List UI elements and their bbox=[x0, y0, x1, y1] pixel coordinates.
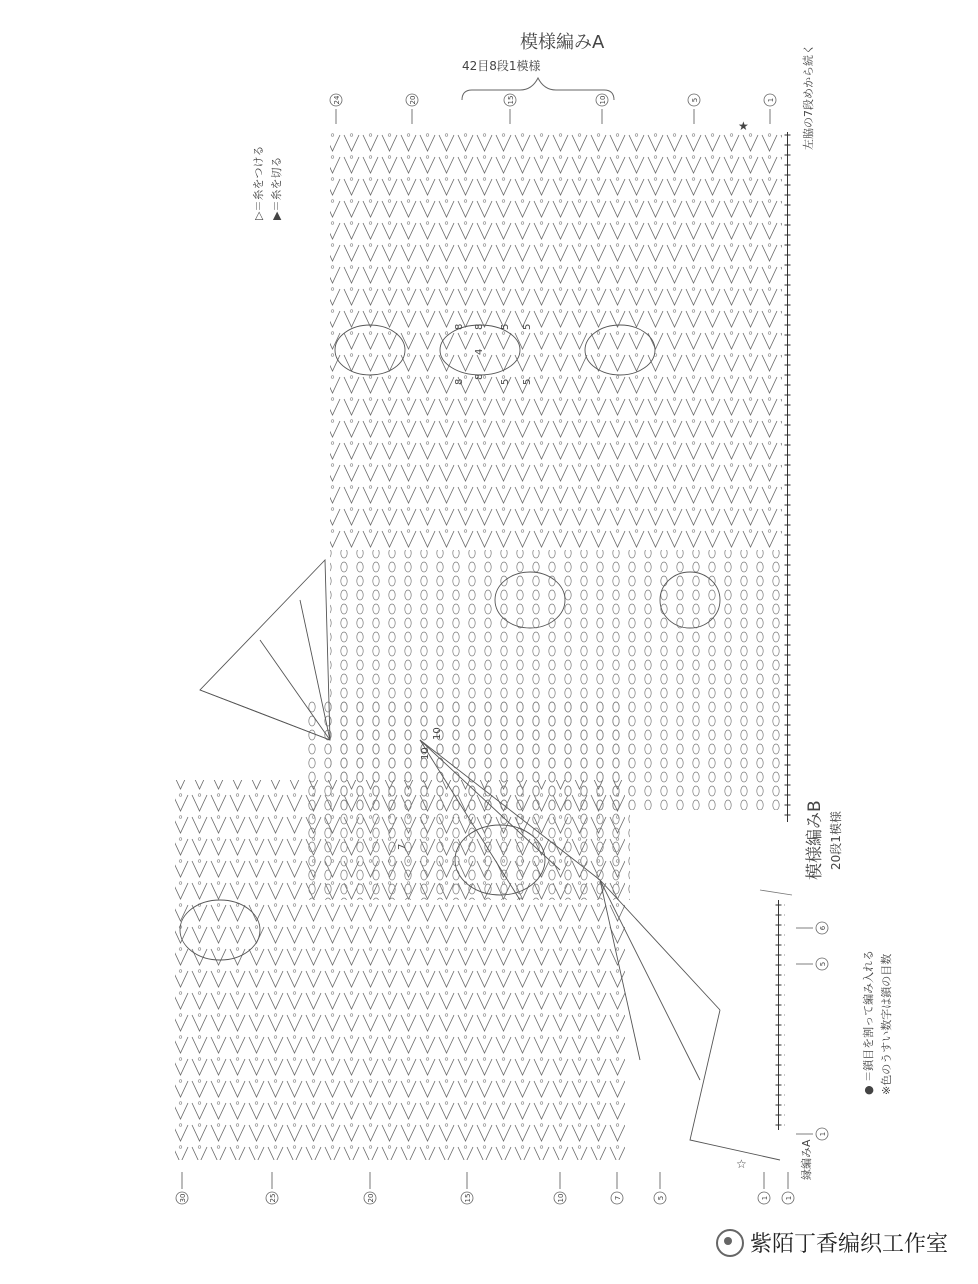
pattern-a-title: 模様編みA bbox=[520, 32, 605, 53]
right-row-markers bbox=[796, 922, 828, 1140]
chain-count-label: 5 bbox=[522, 323, 533, 330]
star-marker-outline: ☆ bbox=[736, 1157, 747, 1171]
bottom-row-marker bbox=[364, 1172, 376, 1204]
svg-text:24: 24 bbox=[333, 95, 341, 105]
svg-text:1: 1 bbox=[819, 1131, 827, 1137]
svg-text:30: 30 bbox=[179, 1193, 187, 1203]
top-row-marker bbox=[764, 94, 776, 124]
watermark-logo-icon bbox=[716, 1229, 744, 1257]
top-row-marker bbox=[406, 94, 418, 124]
pattern-a-repeat: 42目8段1模様 bbox=[462, 59, 541, 73]
watermark bbox=[716, 1227, 948, 1258]
foundation-edge-lower bbox=[775, 900, 785, 1130]
chain-count-label: 8 bbox=[454, 323, 465, 330]
svg-text:5: 5 bbox=[691, 97, 699, 103]
legend-split-note: ● ＝鎖目を割って編み入れる bbox=[862, 949, 875, 1095]
svg-text:1: 1 bbox=[761, 1195, 769, 1201]
continue-note: 左脇の7段めから続く bbox=[802, 44, 815, 150]
pattern-b-title: 模様編みB bbox=[805, 800, 825, 880]
pattern-body-lower-mesh bbox=[300, 700, 630, 900]
watermark-text: 紫陌丁香编织工作室 bbox=[749, 1232, 948, 1257]
star-marker-filled: ★ bbox=[738, 119, 749, 133]
top-row-marker bbox=[330, 94, 342, 124]
svg-text:15: 15 bbox=[464, 1193, 472, 1203]
bottom-row-marker bbox=[554, 1172, 566, 1204]
legend-join-yarn: ▷＝糸をつける bbox=[252, 145, 265, 220]
svg-text:20: 20 bbox=[409, 95, 417, 105]
bottom-row-markers bbox=[176, 1172, 794, 1204]
chain-count-label: 7 bbox=[397, 843, 408, 850]
chain-count-label: 8 bbox=[474, 373, 485, 380]
legend-cut-yarn: ▶＝糸を切る bbox=[270, 156, 283, 220]
right-row-marker bbox=[796, 922, 828, 934]
foundation-edge bbox=[783, 132, 793, 822]
svg-text:25: 25 bbox=[269, 1193, 277, 1203]
svg-text:5: 5 bbox=[657, 1195, 665, 1201]
chain-count-label: 5 bbox=[500, 378, 511, 385]
pattern-b-repeat: 20段1模様 bbox=[829, 811, 843, 870]
chain-count-label: 8 bbox=[474, 323, 485, 330]
right-row-marker bbox=[796, 958, 828, 970]
pattern-a-brace bbox=[462, 78, 614, 100]
bottom-row-marker bbox=[654, 1172, 666, 1204]
svg-text:10: 10 bbox=[599, 95, 607, 105]
svg-text:15: 15 bbox=[507, 95, 515, 105]
svg-text:5: 5 bbox=[819, 961, 827, 967]
right-row-marker bbox=[796, 1128, 828, 1140]
top-row-marker bbox=[688, 94, 700, 124]
bottom-row-marker bbox=[758, 1172, 770, 1204]
pattern-a-body bbox=[330, 132, 782, 550]
svg-text:10: 10 bbox=[557, 1193, 565, 1203]
chain-count-label: 8 bbox=[454, 378, 465, 385]
svg-text:6: 6 bbox=[819, 925, 827, 931]
bottom-row-marker bbox=[176, 1172, 188, 1204]
bottom-row-marker bbox=[611, 1172, 623, 1204]
bottom-row-marker bbox=[782, 1172, 794, 1204]
top-row-marker bbox=[596, 94, 608, 124]
top-row-marker bbox=[504, 94, 516, 124]
svg-text:1: 1 bbox=[767, 97, 775, 103]
chain-count-label: 10 bbox=[420, 747, 431, 760]
top-row-markers bbox=[330, 94, 776, 124]
bottom-row-marker bbox=[461, 1172, 473, 1204]
svg-text:7: 7 bbox=[614, 1195, 622, 1201]
chain-count-label: 4 bbox=[474, 348, 485, 355]
svg-text:20: 20 bbox=[367, 1193, 375, 1203]
edging-label: 縁編みA bbox=[800, 1139, 813, 1180]
legend-number-note: ※色のうすい数字は鎖の目数 bbox=[880, 953, 893, 1095]
chain-count-label: 5 bbox=[500, 323, 511, 330]
chain-count-label: 5 bbox=[522, 378, 533, 385]
bottom-row-marker bbox=[266, 1172, 278, 1204]
svg-text:1: 1 bbox=[785, 1195, 793, 1201]
chain-count-label: 10 bbox=[432, 727, 443, 740]
